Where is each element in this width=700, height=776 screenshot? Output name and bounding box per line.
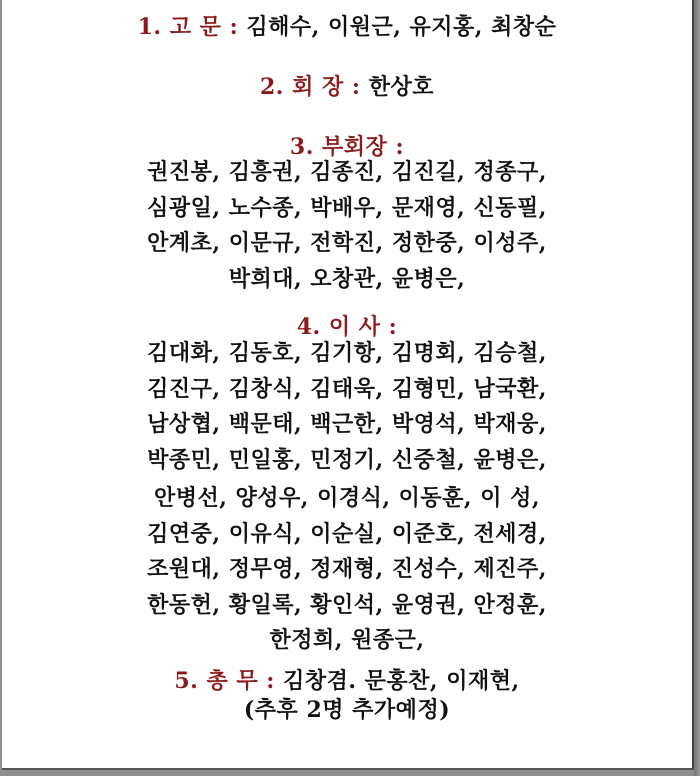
section-president-names: 한상호: [368, 74, 434, 100]
name-row: 남상협, 백문태, 백근한, 박영석, 박재웅,: [147, 411, 547, 437]
name-row: 박희대, 오창관, 윤병은,: [228, 265, 466, 292]
section-advisors-heading: 1. 고 문 :: [137, 14, 239, 40]
section-directors-heading: 4. 이 사 :: [296, 314, 398, 340]
name-row: 박종민, 민일홍, 민정기, 신중철, 윤병은,: [147, 446, 547, 473]
name-row: 심광일, 노수종, 박배우, 문재영, 신동필,: [147, 194, 547, 221]
name-row: 김대화, 김동호, 김기항, 김명회, 김승철,: [147, 340, 547, 366]
section-advisors: [2, 10, 692, 41]
name-row: 한정희, 원종근,: [269, 627, 425, 653]
name-row: 권진봉, 김흥권, 김종진, 김진길, 정종구,: [147, 159, 547, 185]
section-secretary: [2, 664, 692, 695]
section-president-heading: 2. 회 장 :: [259, 74, 361, 100]
vice-presidents-list: [2, 155, 692, 297]
directors-list-group1: [2, 336, 692, 478]
document-page: [2, 0, 694, 770]
name-row: 조원대, 정무영, 정재형, 진성수, 제진주,: [147, 556, 547, 582]
directors-list-group2: [2, 481, 692, 659]
name-row: 김연중, 이유식, 이순실, 이준호, 전세경,: [147, 520, 547, 547]
name-row: 안계초, 이문규, 전학진, 정한중, 이성주,: [147, 230, 547, 256]
secretary-note-text: (추후 2명 추가예정): [243, 697, 451, 723]
section-secretary-names: 김창겸. 문홍찬, 이재현,: [283, 668, 520, 694]
section-president: [2, 70, 692, 101]
section-secretary-heading: 5. 총 무 :: [174, 668, 275, 694]
name-row: 안병선, 양성우, 이경식, 이동훈, 이 성,: [153, 485, 541, 511]
section-advisors-names: 김해수, 이원근, 유지홍, 최창순: [246, 14, 557, 40]
secretary-note: [2, 693, 692, 724]
page-edge-shadow: [694, 0, 700, 776]
name-row: 김진구, 김창식, 김태욱, 김형민, 남국환,: [147, 375, 547, 402]
section-vice-presidents-heading: 3. 부회장 :: [289, 134, 405, 160]
name-row: 한동헌, 황일록, 황인석, 윤영권, 안정훈,: [147, 591, 547, 618]
